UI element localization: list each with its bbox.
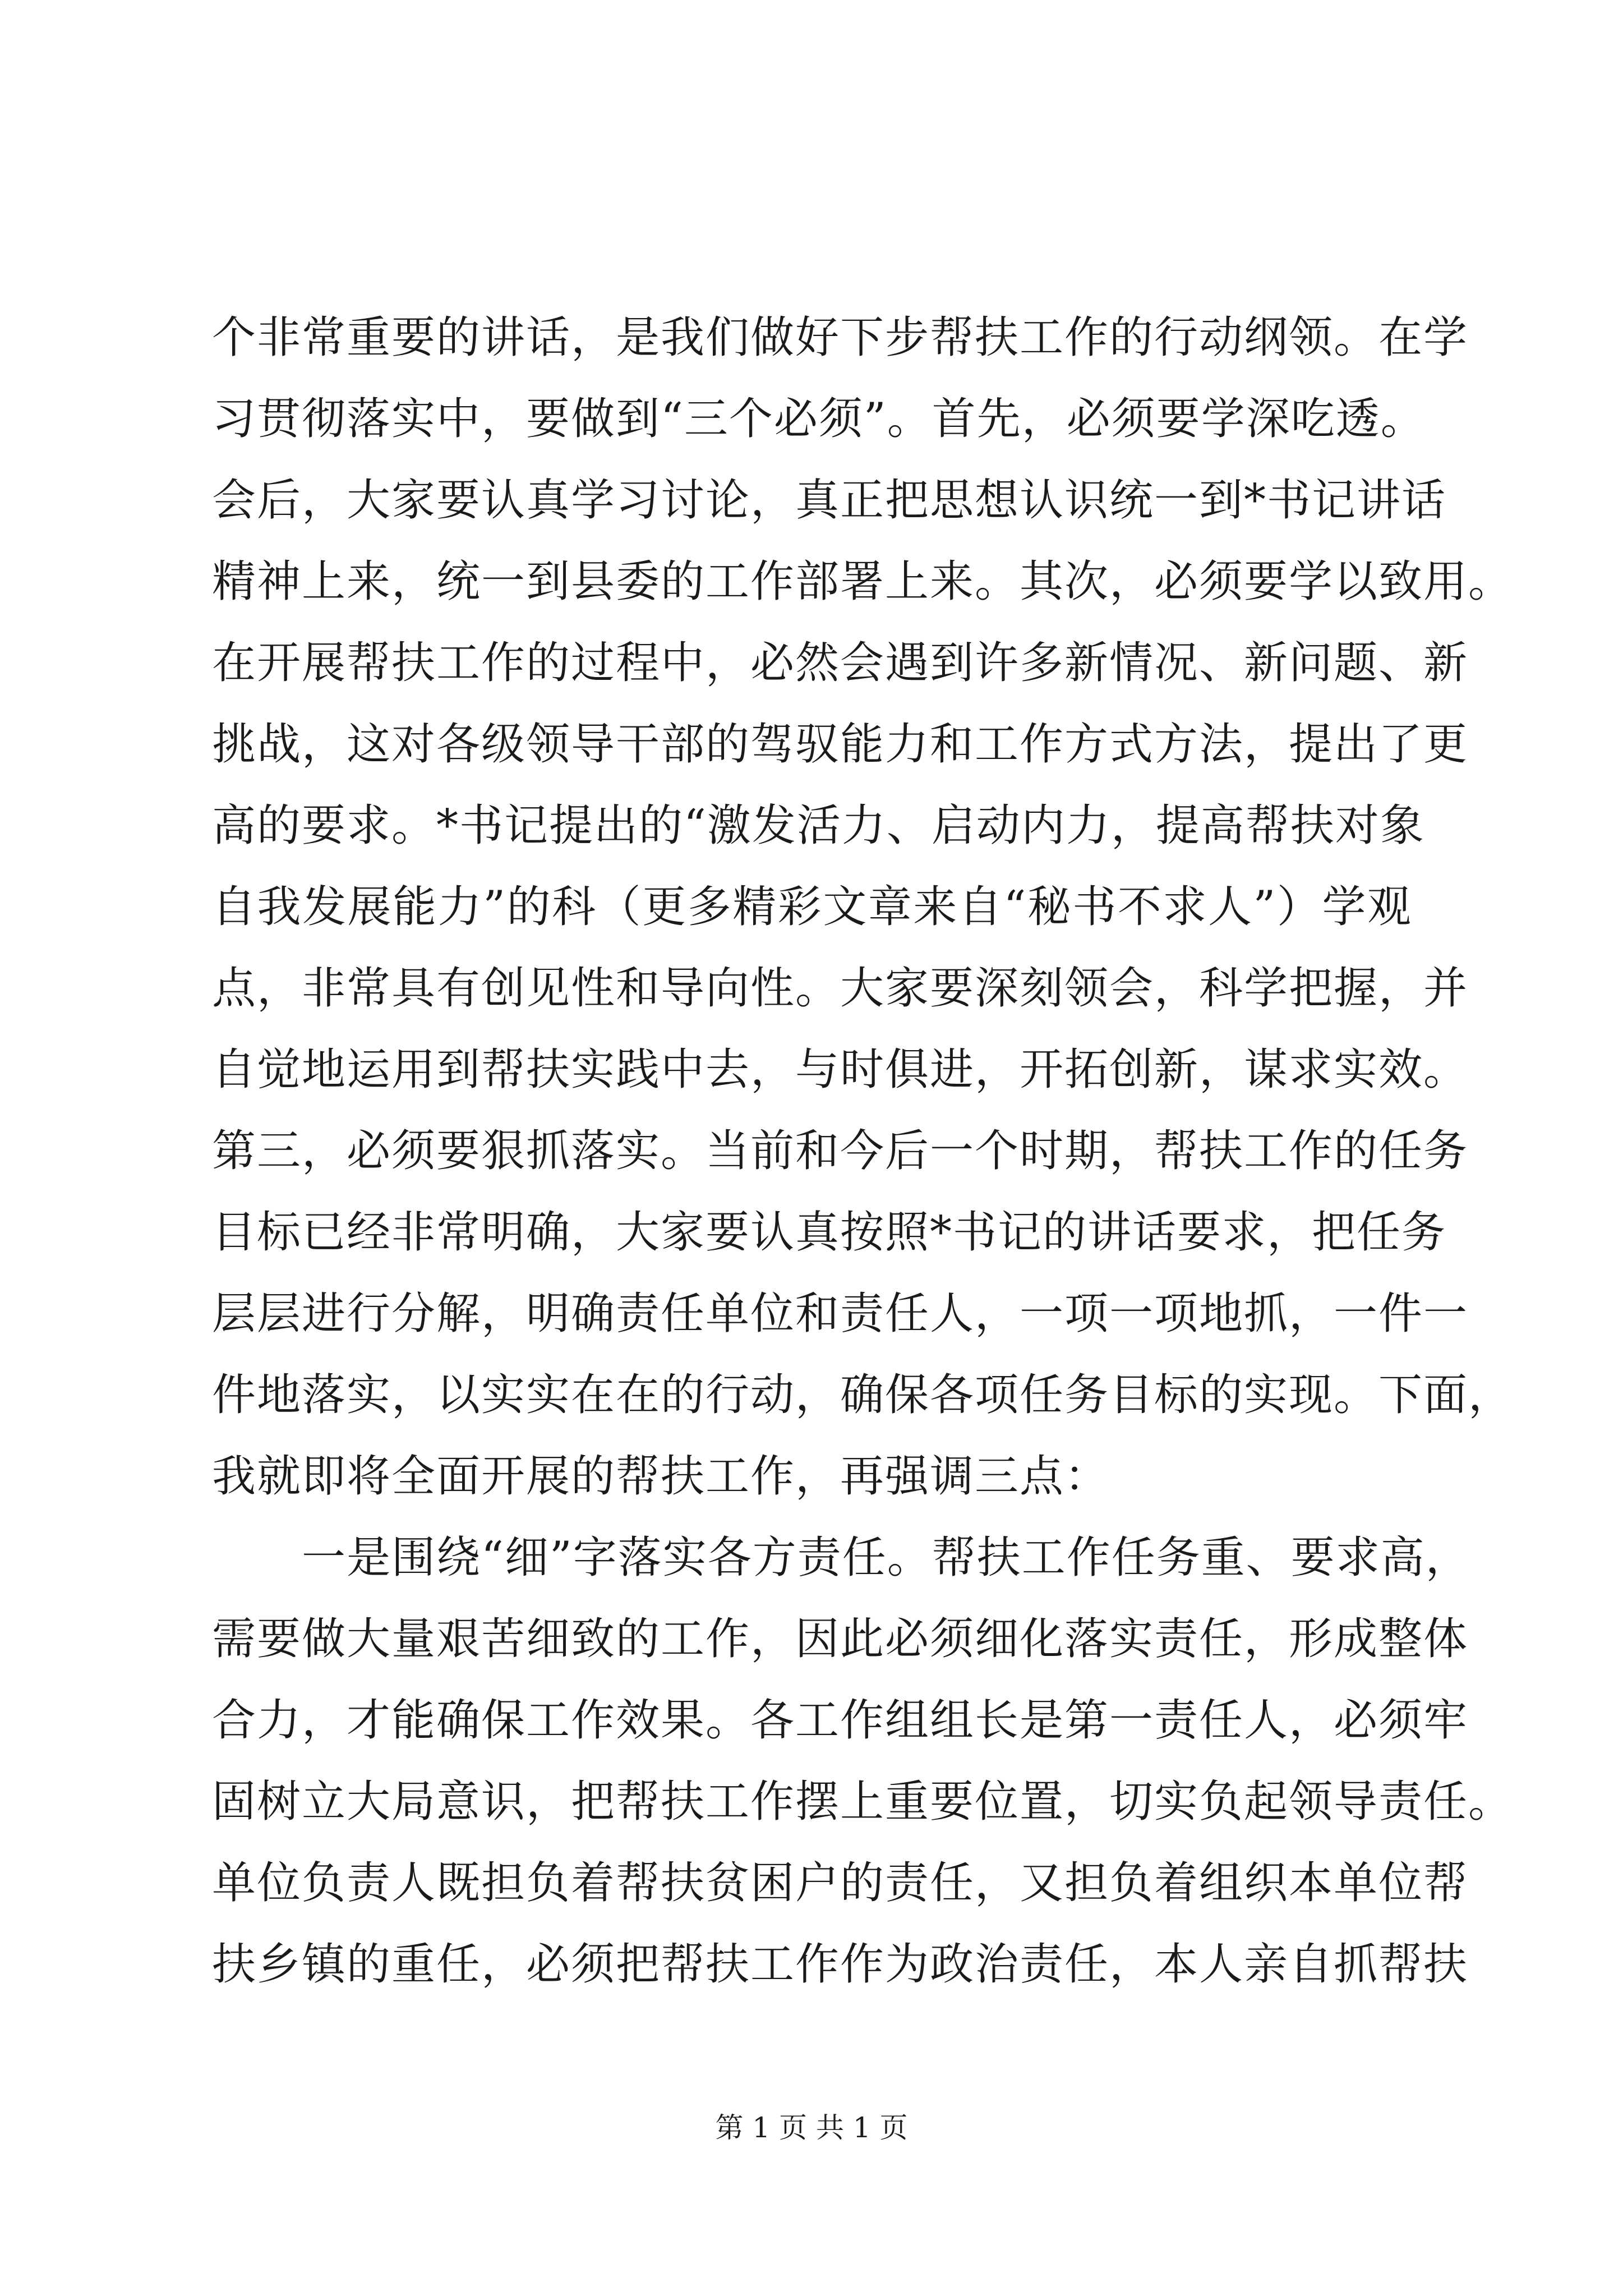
text-line: 点，非常具有创见性和导向性。大家要深刻领会，科学把握，并 xyxy=(212,963,1469,1014)
text-line: 合力，才能确保工作效果。各工作组组长是第一责任人，必须牢 xyxy=(212,1695,1469,1746)
body-text xyxy=(212,297,1514,2005)
text-line: 在开展帮扶工作的过程中，必然会遇到许多新情况、新问题、新 xyxy=(212,638,1469,688)
page-footer: 第 1 页 共 1 页 xyxy=(715,2111,908,2144)
text-line: 我就即将全面开展的帮扶工作，再强调三点： xyxy=(212,1451,1110,1502)
text-line: 层层进行分解，明确责任单位和责任人，一项一项地抓，一件一 xyxy=(212,1289,1469,1339)
text-line: 件地落实，以实实在在的行动，确保各项任务目标的实现。下面， xyxy=(212,1370,1514,1420)
text-line: 挑战，这对各级领导干部的驾驭能力和工作方式方法，提出了更 xyxy=(212,719,1469,770)
text-line: 需要做大量艰苦细致的工作，因此必须细化落实责任，形成整体 xyxy=(212,1614,1469,1664)
paragraph-first-line: 一是围绕“细”字落实各方责任。帮扶工作任务重、要求高， xyxy=(302,1533,1470,1583)
text-line: 会后，大家要认真学习讨论，真正把思想认识统一到*书记讲话 xyxy=(212,475,1447,526)
text-line: 高的要求。*书记提出的“激发活力、启动内力，提高帮扶对象 xyxy=(212,800,1425,851)
text-line: 固树立大局意识，把帮扶工作摆上重要位置，切实负起领导责任。 xyxy=(212,1777,1514,1827)
text-line: 精神上来，统一到县委的工作部署上来。其次，必须要学以致用。 xyxy=(212,556,1514,607)
text-line: 目标已经非常明确，大家要认真按照*书记的讲话要求，把任务 xyxy=(212,1207,1447,1258)
text-line: 自我发展能力”的科（更多精彩文章来自“秘书不求人”）学观 xyxy=(212,882,1412,932)
text-line: 个非常重要的讲话，是我们做好下步帮扶工作的行动纲领。在学 xyxy=(212,312,1469,363)
text-line: 扶乡镇的重任，必须把帮扶工作作为政治责任，本人亲自抓帮扶 xyxy=(212,1939,1469,1990)
text-line: 习贯彻落实中，要做到“三个必须”。首先，必须要学深吃透。 xyxy=(212,394,1426,444)
text-line: 第三，必须要狠抓落实。当前和今后一个时期，帮扶工作的任务 xyxy=(212,1126,1469,1176)
text-line: 单位负责人既担负着帮扶贫困户的责任，又担负着组织本单位帮 xyxy=(212,1858,1469,1908)
text-line: 自觉地运用到帮扶实践中去，与时俱进，开拓创新，谋求实效。 xyxy=(212,1045,1469,1095)
